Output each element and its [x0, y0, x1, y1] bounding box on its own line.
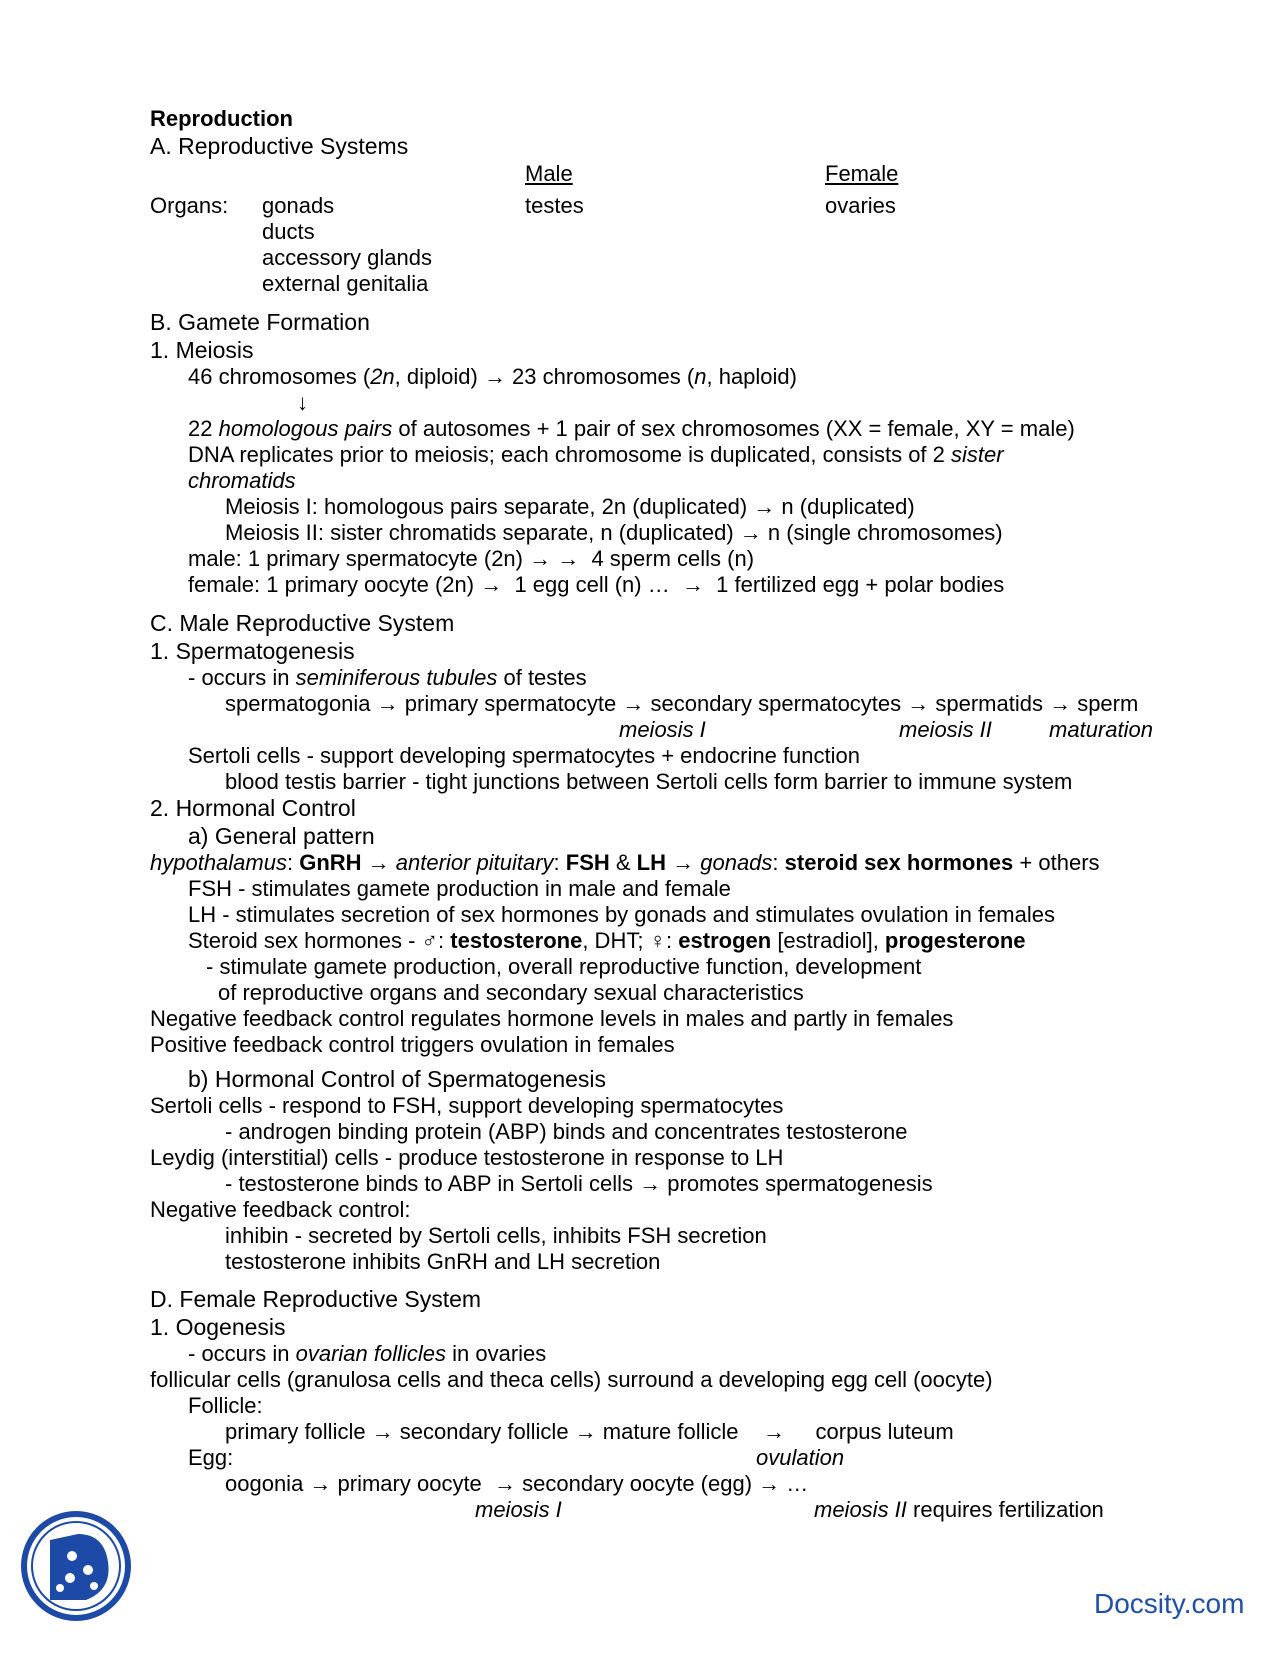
- sp-control-line-2: - androgen binding protein (ABP) binds and concentrates testosterone: [225, 1119, 908, 1144]
- male-column-header: Male: [525, 161, 573, 186]
- section-d-heading: D. Female Reproductive System: [150, 1286, 482, 1312]
- male-gonad: testes: [525, 193, 584, 218]
- ovulation-label: ovulation: [756, 1445, 845, 1470]
- sp-control-line-4: - testosterone binds to ABP in Sertoli cells → promotes spermatogenesis: [225, 1171, 933, 1196]
- docsity-logo-icon: [20, 1510, 132, 1622]
- spermatogenesis-control-heading: b) Hormonal Control of Spermatogenesis: [188, 1066, 607, 1092]
- hormone-line-5: - stimulate gamete production, overall reproductive function, development: [206, 954, 922, 979]
- sperm-meiosis-1-label: meiosis I: [619, 717, 706, 742]
- meiosis-line-2: 22 homologous pairs of autosomes + 1 pair of sex chromosomes (XX = female, XY = male): [188, 416, 1075, 441]
- meiosis-line-3-cont: chromatids: [188, 468, 296, 493]
- oog-line-2: follicular cells (granulosa cells and theca cells) surround a developing egg cell (oocyte): [150, 1367, 993, 1392]
- sp-control-line-3: Leydig (interstitial) cells - produce testosterone in response to LH: [150, 1145, 784, 1170]
- hormone-line-6: of reproductive organs and secondary sexual characteristics: [218, 980, 804, 1005]
- oog-line-1: - occurs in ovarian follicles in ovaries: [188, 1341, 547, 1366]
- hormone-line-2: FSH - stimulates gamete production in male and female: [188, 876, 731, 901]
- follicle-sequence: primary follicle → secondary follicle → mature follicle → corpus luteum: [225, 1419, 954, 1444]
- general-pattern-heading: a) General pattern: [188, 823, 375, 849]
- follicle-label: Follicle:: [188, 1393, 263, 1418]
- sperm-line-2: spermatogonia → primary spermatocyte → secondary spermatocytes → spermatids → sperm: [225, 691, 1139, 716]
- sp-control-line-6: inhibin - secreted by Sertoli cells, inhibits FSH secretion: [225, 1223, 767, 1248]
- meiosis-line-3: DNA replicates prior to meiosis; each chromosome is duplicated, consists of 2 sister: [188, 442, 1004, 467]
- doc-title: Reproduction: [150, 106, 293, 131]
- spermatogenesis-heading: 1. Spermatogenesis: [150, 638, 355, 664]
- organs-label: Organs:: [150, 193, 229, 218]
- organ-gonads: gonads: [262, 193, 335, 218]
- meiosis-line-7: female: 1 primary oocyte (2n) → 1 egg cell (n) … → 1 fertilized egg + polar bodies: [188, 572, 1005, 597]
- egg-label: Egg:: [188, 1445, 234, 1470]
- organ-genitalia: external genitalia: [262, 271, 429, 296]
- meiosis-heading: 1. Meiosis: [150, 337, 254, 363]
- sperm-line-1: - occurs in seminiferous tubules of testes: [188, 665, 587, 690]
- down-arrow: ↓: [297, 390, 308, 415]
- oog-meiosis-2-line: meiosis II requires fertilization: [814, 1497, 1104, 1522]
- sperm-maturation-label: maturation: [1049, 717, 1153, 742]
- meiosis-line-6: male: 1 primary spermatocyte (2n) → → 4 sperm cells (n): [188, 546, 755, 571]
- docsity-brand-link[interactable]: Docsity.com: [1094, 1588, 1245, 1619]
- egg-sequence: oogonia → primary oocyte → secondary oocyte (egg) → …: [225, 1471, 809, 1496]
- hormone-line-3: LH - stimulates secretion of sex hormones by gonads and stimulates ovulation in females: [188, 902, 1055, 927]
- hormone-line-4: Steroid sex hormones - ♂: testosterone, DHT; ♀: estrogen [estradiol], progesterone: [188, 928, 1026, 953]
- sp-control-line-5: Negative feedback control:: [150, 1197, 411, 1222]
- sperm-line-5: blood testis barrier - tight junctions between Sertoli cells form barrier to immune system: [225, 769, 1073, 794]
- oog-meiosis-1-label: meiosis I: [475, 1497, 562, 1522]
- sp-control-line-1: Sertoli cells - respond to FSH, support developing spermatocytes: [150, 1093, 784, 1118]
- meiosis-line-1: 46 chromosomes (2n, diploid) → 23 chromosomes (n, haploid): [188, 364, 797, 389]
- sp-control-line-7: testosterone inhibits GnRH and LH secretion: [225, 1249, 661, 1274]
- female-gonad: ovaries: [825, 193, 896, 218]
- section-c-heading: C. Male Reproductive System: [150, 610, 455, 636]
- organ-glands: accessory glands: [262, 245, 432, 270]
- sperm-line-4: Sertoli cells - support developing spermatocytes + endocrine function: [188, 743, 860, 768]
- meiosis-line-4: Meiosis I: homologous pairs separate, 2n (duplicated) → n (duplicated): [225, 494, 915, 519]
- hormone-line-8: Positive feedback control triggers ovulation in females: [150, 1032, 675, 1057]
- section-a-heading: A. Reproductive Systems: [150, 133, 409, 159]
- section-b-heading: B. Gamete Formation: [150, 309, 370, 335]
- hormone-line-1: hypothalamus: GnRH → anterior pituitary: FSH & LH → gonads: steroid sex hormones + others: [150, 850, 1100, 875]
- sperm-meiosis-2-label: meiosis II: [899, 717, 992, 742]
- female-column-header: Female: [825, 161, 899, 186]
- organ-ducts: ducts: [262, 219, 315, 244]
- hormone-line-7: Negative feedback control regulates hormone levels in males and partly in females: [150, 1006, 954, 1031]
- meiosis-line-5: Meiosis II: sister chromatids separate, n (duplicated) → n (single chromosomes): [225, 520, 1003, 545]
- hormonal-control-heading: 2. Hormonal Control: [150, 795, 356, 821]
- oogenesis-heading: 1. Oogenesis: [150, 1314, 286, 1340]
